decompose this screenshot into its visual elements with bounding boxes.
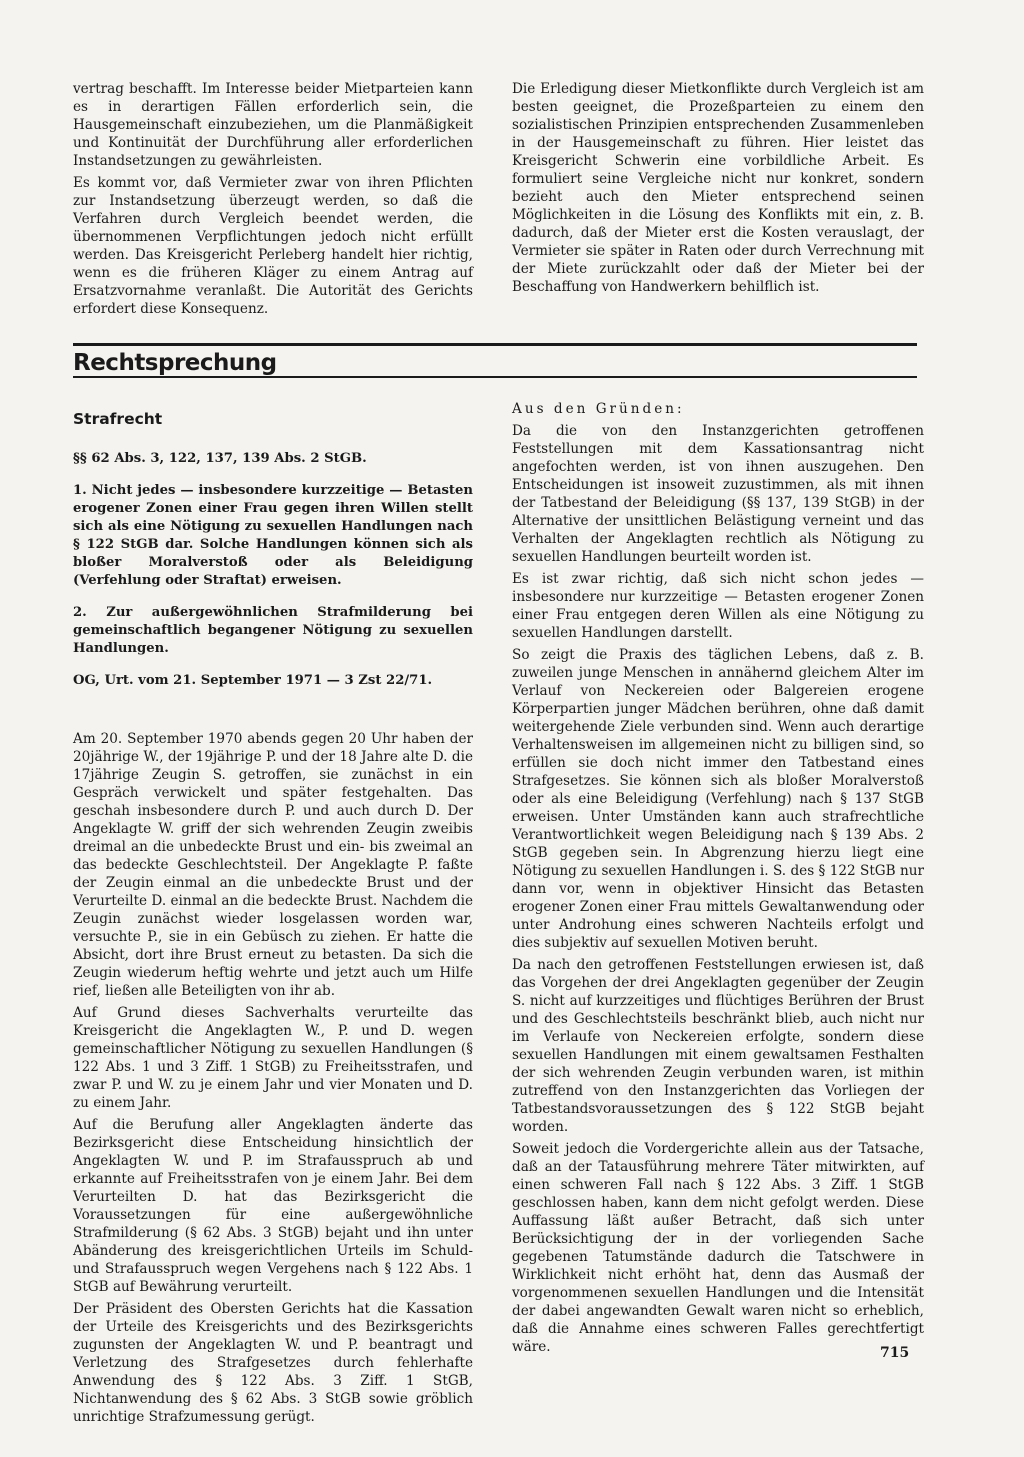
rubric-heading: Strafrecht	[73, 410, 163, 428]
section-title: Rechtsprechung	[73, 350, 277, 376]
paragraph: Es kommt vor, daß Vermieter zwar von ihren Pflichten zur Instandsetzung überzeugt werden, so daß die Verfahren durch Vergleich beendet werden, die übernommenen Verpflichtungen jedoch nicht erfüllt werden. Das Kreisgericht Perleberg handelt hier richtig, wenn es die früheren Kläger zu einem Antrag auf Ersatzvornahme veranlaßt. Die Autorität des Gerichts erfordert diese Konsequenz.	[73, 175, 473, 317]
body-right-column	[512, 400, 924, 1360]
grounds-heading: Aus den Gründen:	[512, 401, 685, 417]
paragraph: Soweit jedoch die Vordergerichte allein aus der Tatsache, daß an der Tatausführung mehrere Täter mitwirkten, auf einen schweren Fall nach § 122 Abs. 3 Ziff. 1 StGB geschlossen haben, kann dem nicht gefolgt werden. Diese Auffassung läßt außer Betracht, daß sich unter Berücksichtigung der in der vorliegenden Sache gegebenen Tatumstände dadurch die Tatschwere in Wirklichkeit nicht erhöht hat, denn das Ausmaß der vorgenommenen sexuellen Handlungen und die Intensität der dabei angewandten Gewalt waren nicht so erheblich, daß die Annahme eines schweren Falles gerechtfertigt wäre.	[512, 1141, 924, 1355]
paragraph: Da die von den Instanzgerichten getroffenen Feststellungen mit dem Kassationsantrag nicht angefochten werden, ist von ihnen auszugehen. Den Entscheidungen ist insoweit zuzustimmen, als mit ihnen der Tatbestand der Beleidigung (§§ 137, 139 StGB) in der Alternative der unsittlichen Belästigung verneint und das Verhalten der Angeklagten rechtlich als Nötigung zu sexuellen Handlungen beurteilt worden ist.	[512, 423, 924, 565]
paragraph: Die Erledigung dieser Mietkonflikte durch Vergleich ist am besten geeignet, die Prozeßparteien zu einem den sozialistischen Prinzipien entsprechenden Zusammenleben in der Hausgemeinschaft zu führen. Hier leistet das Kreisgericht Schwerin eine vorbildliche Arbeit. Es formuliert seine Vergleiche nicht nur konkret, sondern bezieht auch den Mieter entsprechend seinen Möglichkeiten in die Lösung des Konflikts mit ein, z. B. dadurch, daß der Mieter erst die Kosten verauslagt, der Vermieter sie später in Raten oder durch Verrechnung mit der Miete zurückzahlt oder daß der Mieter bei der Beschaffung von Handwerkern behilflich ist.	[512, 81, 924, 295]
section-rule-top	[73, 343, 917, 346]
paragraph: Am 20. September 1970 abends gegen 20 Uhr haben der 20jährige W., der 19jährige P. und der 18 Jahre alte D. die 17jährige Zeugin S. getroffen, sie zunächst in ein Gespräch verwickelt und später festgehalten. Das geschah insbesondere durch P. und auch durch D. Der Angeklagte W. griff der sich wehrenden Zeugin zweibis dreimal an die unbedeckte Brust und ein- bis zweimal an das bedeckte Geschlechtsteil. Der Angeklagte P. faßte der Zeugin einmal an die unbedeckte Brust und der Verurteilte D. einmal an die bedeckte Brust. Nachdem die Zeugin zunächst wieder losgelassen worden war, versuchte P., sie in ein Gebüsch zu ziehen. Er hatte die Absicht, dort ihre Brust erneut zu betasten. Da sich die Zeugin wiederum heftig wehrte und jetzt auch um Hilfe rief, ließen alle Beteiligten von ihr ab.	[73, 731, 473, 999]
paragraph: Es ist zwar richtig, daß sich nicht schon jedes — insbesondere nur kurzzeitige — Betasten erogener Zonen einer Frau entgegen deren Willen als eine Nötigung zu sexuellen Handlungen darstellt.	[512, 571, 924, 641]
paragraph: Da nach den getroffenen Feststellungen erwiesen ist, daß das Vorgehen der drei Angeklagten gegenüber der Zeugin S. nicht auf kurzzeitiges und flüchtiges Berühren der Brust und des Geschlechtsteils beschränkt blieb, auch nicht nur im Verlaufe von Neckereien erfolgte, sondern diese sexuellen Handlungen mit einem gewaltsamen Festhalten der sich wehrenden Zeugin verbunden waren, ist mithin zutreffend von den Instanzgerichten das Vorliegen der Tatbestandsvoraussetzungen des § 122 StGB bejaht worden.	[512, 957, 924, 1135]
headnote-2: 2. Zur außergewöhnlichen Strafmilderung bei gemeinschaftlich begangener Nötigung zu sexuellen Handlungen.	[73, 605, 473, 656]
body-left-column	[73, 410, 473, 1430]
page-number: 715	[880, 1345, 910, 1361]
citation: OG, Urt. vom 21. September 1971 — 3 Zst 22/71.	[73, 673, 433, 688]
paragraph: Der Präsident des Obersten Gerichts hat die Kassation der Urteile des Kreisgerichts und des Bezirksgerichts zugunsten der Angeklagten W. und P. beantragt und Verletzung des Strafgesetzes durch fehlerhafte Anwendung des § 122 Abs. 3 Ziff. 1 StGB, Nichtanwendung des § 62 Abs. 3 StGB sowie gröblich unrichtige Strafzumessung gerügt.	[73, 1301, 473, 1425]
section-rule-bottom	[73, 376, 917, 378]
paragraph: So zeigt die Praxis des täglichen Lebens, daß z. B. zuweilen junge Menschen in annähernd gleichem Alter im Verlauf von Neckereien oder Balgereien erogene Körperpartien junger Mädchen berühren, ohne daß damit weitergehende Ziele verbunden sind. Wenn auch derartige Verhaltensweisen im allgemeinen nicht zu billigen sind, so erfüllen sie doch nicht immer den Tatbestand eines Strafgesetzes. Sie können sich als bloßer Moralverstoß oder als eine Beleidigung (Verfehlung) nach § 137 StGB erweisen. Unter Umständen kann auch strafrechtliche Verantwortlichkeit wegen Beleidigung nach § 139 Abs. 2 StGB gegeben sein. In Abgrenzung hierzu liegt eine Nötigung zu sexuellen Handlungen i. S. des § 122 StGB nur dann vor, wenn in objektiver Hinsicht das Betasten erogener Zonen einer Frau mittels Gewaltanwendung oder unter Androhung eines schweren Nachteils erfolgt und dies subjektiv auf sexuellen Motiven beruht.	[512, 647, 924, 951]
norms-line: §§ 62 Abs. 3, 122, 137, 139 Abs. 2 StGB.	[73, 451, 367, 466]
paragraph: Auf Grund dieses Sachverhalts verurteilte das Kreisgericht die Angeklagten W., P. und D. wegen gemeinschaftlicher Nötigung zu sexuellen Handlungen (§ 122 Abs. 1 und 3 Ziff. 1 StGB) zu Freiheitsstrafen, und zwar P. und W. zu je einem Jahr und vier Monaten und D. zu einem Jahr.	[73, 1005, 473, 1111]
paragraph: vertrag beschafft. Im Interesse beider Mietparteien kann es in derartigen Fällen erforderlich sein, die Hausgemeinschaft einzubeziehen, um die Planmäßigkeit und Kontinuität der Durchführung aller erforderlichen Instandsetzungen zu gewährleisten.	[73, 81, 473, 169]
paragraph: Auf die Berufung aller Angeklagten änderte das Bezirksgericht diese Entscheidung hinsichtlich der Angeklagten W. und P. im Strafausspruch ab und erkannte auf Freiheitsstrafen von je einem Jahr. Bei dem Verurteilten D. hat das Bezirksgericht die Voraussetzungen für eine außergewöhnliche Strafmilderung (§ 62 Abs. 3 StGB) bejaht und ihn unter Abänderung des kreisgerichtlichen Urteils im Schuld- und Strafausspruch wegen Vergehens nach § 122 Abs. 1 StGB auf Bewährung verurteilt.	[73, 1117, 473, 1295]
top-right-column	[512, 80, 924, 300]
top-left-column	[73, 80, 473, 322]
headnote-1: 1. Nicht jedes — insbesondere kurzzeitige — Betasten erogener Zonen einer Frau gegen ihren Willen stellt sich als eine Nötigung zu sexuellen Handlungen nach § 122 StGB dar. Solche Handlungen können sich als bloßer Moralverstoß oder als Beleidigung (Verfehlung oder Straftat) erweisen.	[73, 483, 473, 588]
